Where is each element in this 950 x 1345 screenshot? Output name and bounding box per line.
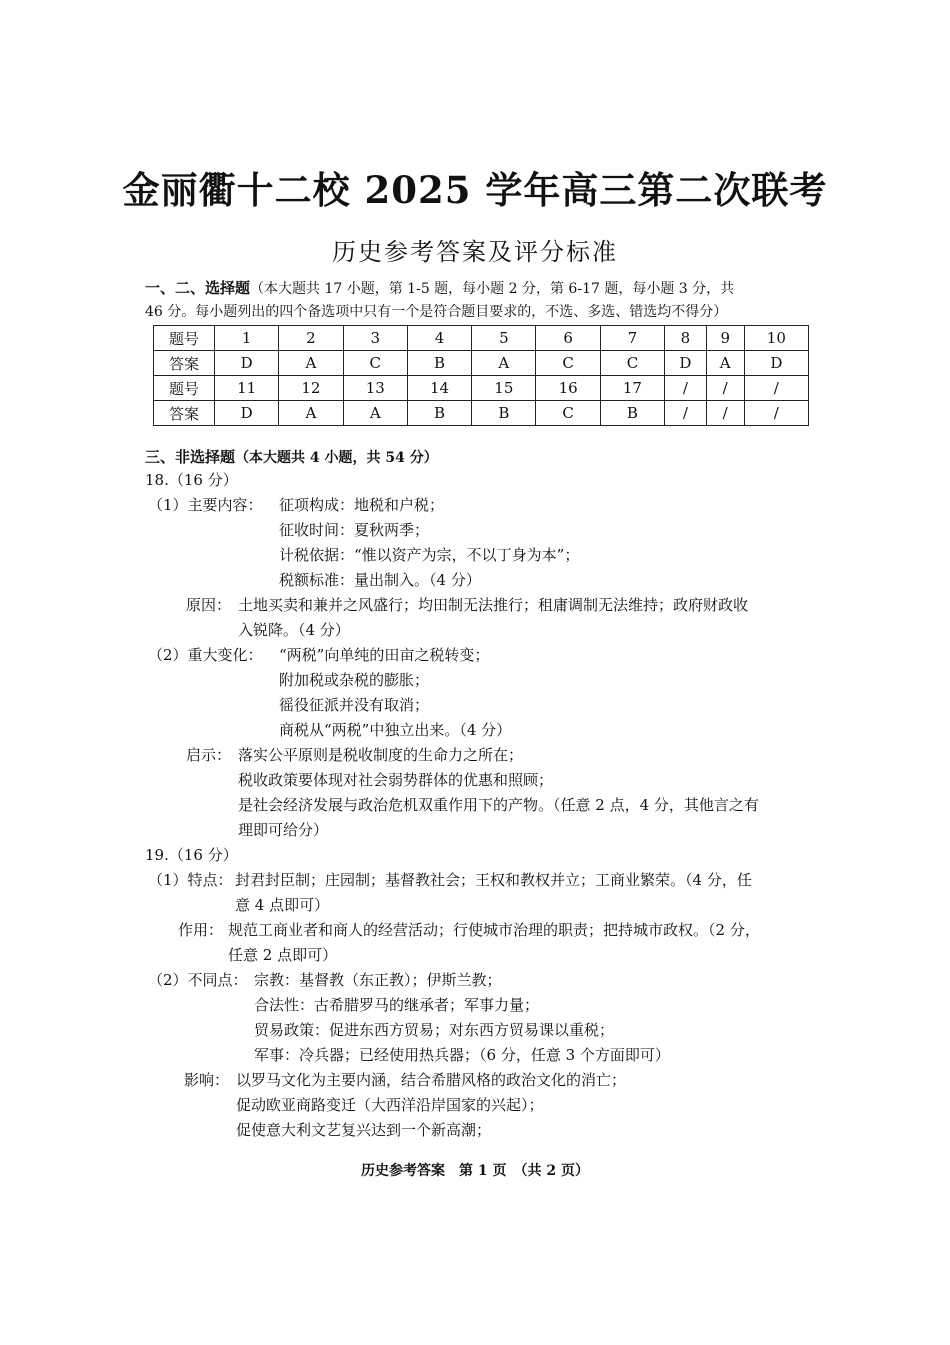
- table-cell: /: [706, 376, 744, 401]
- q18-part2-line: 徭役征派并没有取消；: [279, 696, 430, 714]
- table-cell: 15: [472, 376, 536, 401]
- q18-part2-line: 商税从“两税”中独立出来。（4 分）: [279, 721, 512, 739]
- table-cell: D: [215, 401, 279, 426]
- q18-part1-line: 征收时间：夏秋两季；: [279, 521, 430, 539]
- q19-role-line: 规范工商业者和商人的经营活动；行使城市治理的职责；把持城市政权。（2 分，: [228, 921, 760, 939]
- table-cell: /: [744, 376, 808, 401]
- table-cell: D: [744, 351, 808, 376]
- table-cell: 3: [343, 326, 407, 351]
- table-cell: 16: [536, 376, 600, 401]
- page-title: 金丽衢十二校 2025 学年高三第二次联考: [122, 168, 828, 212]
- q18-heading: 18.（16 分）: [145, 471, 238, 489]
- table-cell: A: [706, 351, 744, 376]
- section3-heading: 三、非选择题: [145, 448, 236, 466]
- page-footer: 历史参考答案 第 1 页 （共 2 页）: [361, 1163, 589, 1179]
- q19-impact-line: 以罗马文化为主要内涵，结合希腊风格的政治文化的消亡；: [236, 1071, 627, 1089]
- q19-part1-line: 意 4 点即可）: [235, 896, 330, 914]
- table-cell: 17: [600, 376, 664, 401]
- table-cell: C: [536, 351, 600, 376]
- q19-part2-label: （2）不同点：: [148, 971, 248, 989]
- table-cell: 2: [279, 326, 343, 351]
- q18-insight-line: 税收政策要体现对社会弱势群体的优惠和照顾；: [238, 771, 554, 789]
- table-cell: 12: [279, 376, 343, 401]
- table-cell: A: [279, 351, 343, 376]
- section1-heading: 一、二、选择题: [145, 279, 251, 297]
- q19-impact-line: 促动欧亚商路变迁（大西洋沿岸国家的兴起）；: [236, 1096, 544, 1114]
- table-cell: 4: [407, 326, 471, 351]
- table-cell: 1: [215, 326, 279, 351]
- table-cell: 10: [744, 326, 808, 351]
- q18-part1-line: 税额标准：量出制入。（4 分）: [279, 571, 481, 589]
- q18-reason-line: 入锐降。（4 分）: [238, 621, 350, 639]
- table-cell: D: [215, 351, 279, 376]
- table-cell: A: [279, 401, 343, 426]
- table-cell: /: [665, 401, 707, 426]
- q18-part2-line: “两税”向单纯的田亩之税转变；: [279, 646, 490, 664]
- table-cell: 7: [600, 326, 664, 351]
- table-cell: 11: [215, 376, 279, 401]
- table-row: [154, 351, 809, 376]
- table-cell: 13: [343, 376, 407, 401]
- q19-impact-line: 促使意大利文艺复兴达到一个新高潮；: [236, 1121, 492, 1139]
- q18-reason-line: 土地买卖和兼并之风盛行；均田制无法推行；租庸调制无法维持；政府财政收: [238, 596, 749, 614]
- q18-reason-label: 原因：: [186, 596, 232, 614]
- q19-part1-line: 封君封臣制；庄园制；基督教社会；王权和教权并立；工商业繁荣。（4 分，任: [235, 871, 752, 889]
- q19-part2-line: 军事：冷兵器；已经使用热兵器；（6 分，任意 3 个方面即可）: [254, 1046, 670, 1064]
- table-cell: 14: [407, 376, 471, 401]
- table-cell: 题号: [154, 376, 215, 401]
- table-cell: B: [407, 351, 471, 376]
- q18-part1-label: （1）主要内容：: [148, 496, 263, 514]
- section3-header: 三、非选择题（本大题共 4 小题，共 54 分）: [145, 448, 438, 466]
- table-cell: B: [600, 401, 664, 426]
- table-cell: 6: [536, 326, 600, 351]
- table-row: [154, 401, 809, 426]
- table-cell: B: [472, 401, 536, 426]
- table-cell: C: [343, 351, 407, 376]
- q19-part1-label: （1）特点：: [148, 871, 233, 889]
- table-cell: D: [665, 351, 707, 376]
- table-cell: 8: [665, 326, 707, 351]
- q18-insight-line: 落实公平原则是税收制度的生命力之所在；: [238, 746, 524, 764]
- table-row: [154, 376, 809, 401]
- table-cell: /: [706, 401, 744, 426]
- page-subtitle: 历史参考答案及评分标准: [332, 238, 618, 266]
- q18-part2-label: （2）重大变化：: [148, 646, 263, 664]
- q19-part2-line: 贸易政策：促进东西方贸易；对东西方贸易课以重税；: [254, 1021, 615, 1039]
- table-cell: A: [343, 401, 407, 426]
- q19-part2-line: 宗教：基督教（东正教）；伊斯兰教；: [254, 971, 502, 989]
- table-cell: C: [536, 401, 600, 426]
- q18-part1-line: 征项构成：地税和户税；: [279, 496, 445, 514]
- answer-table: [153, 325, 809, 426]
- q18-part1-line: 计税依据：“惟以资产为宗，不以丁身为本”；: [279, 546, 580, 564]
- table-cell: A: [472, 351, 536, 376]
- q18-insight-line: 理即可给分）: [238, 821, 329, 839]
- q18-insight-label: 启示：: [186, 746, 232, 764]
- section1-desc-line1: 一、二、选择题（本大题共 17 小题，第 1-5 题，每小题 2 分，第 6-17 题，每小题 3 分，共: [145, 279, 735, 297]
- q19-role-line: 任意 2 点即可）: [228, 946, 338, 964]
- q19-impact-label: 影响：: [184, 1071, 230, 1089]
- table-cell: 答案: [154, 401, 215, 426]
- table-cell: B: [407, 401, 471, 426]
- table-row: [154, 326, 809, 351]
- table-cell: 答案: [154, 351, 215, 376]
- q19-role-label: 作用：: [178, 921, 224, 939]
- q18-part2-line: 附加税或杂税的膨胀；: [279, 671, 430, 689]
- table-cell: 题号: [154, 326, 215, 351]
- table-cell: 5: [472, 326, 536, 351]
- table-cell: /: [665, 376, 707, 401]
- q18-insight-line: 是社会经济发展与政治危机双重作用下的产物。（任意 2 点，4 分，其他言之有: [238, 796, 759, 814]
- q19-heading: 19.（16 分）: [145, 846, 238, 864]
- table-cell: 9: [706, 326, 744, 351]
- section1-desc-line2: 46 分。每小题列出的四个备选项中只有一个是符合题目要求的，不选、多选、错选均不得分）: [145, 304, 728, 320]
- table-cell: /: [744, 401, 808, 426]
- q19-part2-line: 合法性：古希腊罗马的继承者；军事力量；: [254, 996, 540, 1014]
- table-cell: C: [600, 351, 664, 376]
